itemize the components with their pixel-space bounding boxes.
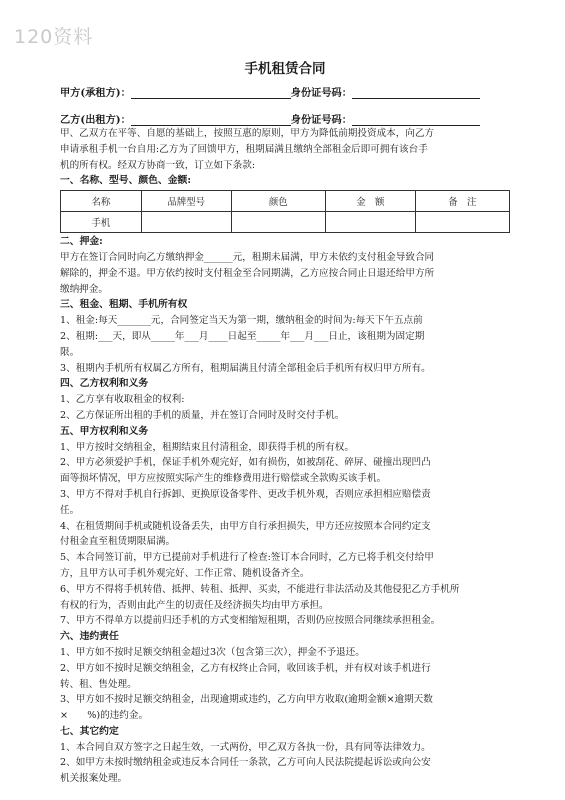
table-row [61, 212, 510, 233]
clause-line: 机关报案处理。 [60, 773, 128, 785]
clause-line: 方，且甲方认可手机外观完好、工作正常、随机设备齐全。 [60, 567, 310, 579]
table-header-cell: 颜色 [231, 191, 325, 212]
clause-line: × %)的违约金。 [60, 710, 149, 722]
clause-line: 3、甲方不得对手机自行拆卸、更换原设备零件、更改手机外观，否则应承担相应赔偿责 [60, 488, 431, 500]
section3-heading: 三、租金、租期、手机所有权 [60, 299, 188, 311]
clause-line: 任。 [60, 504, 80, 516]
section1-heading: 一、名称、型号、颜色、金额: [60, 175, 191, 187]
table-cell[interactable] [325, 212, 415, 233]
clause-line: 5、本合同签订前，甲方已提前对手机进行了检查:签订本合同时，乙方已将手机交付给甲 [60, 552, 434, 564]
party-b-label: 乙方(出租方)： [60, 114, 131, 126]
item-table [60, 190, 510, 233]
party-a-id-label: 身份证号码： [290, 87, 352, 99]
clause-line: 2、乙方保证所出租的手机的质量，并在签订合同时及时交付手机。 [60, 409, 345, 421]
clause-line: 6、甲方不得将手机转借、抵押、转租、抵押、买卖，不能进行非法活动及其他侵犯乙方手机所 [60, 583, 460, 595]
section5-heading: 五、甲方权利和义务 [60, 425, 149, 437]
clause-line: 限。 [60, 346, 80, 358]
table-cell[interactable] [141, 212, 231, 233]
intro-line: 申请承租手机一台自用:乙方为了回馈甲方，租期届满且缴纳全部租金后即可拥有该台手 [60, 143, 428, 155]
party-a-name-field[interactable] [131, 87, 291, 99]
table-header-row [61, 191, 510, 212]
intro-paragraph [60, 126, 510, 173]
clause-line: 2、如甲方未按时缴纳租金或违反本合同任一条款，乙方可向人民法院提起诉讼或向公安 [60, 757, 431, 769]
section2-heading: 二、押金: [60, 236, 103, 248]
intro-line: 甲、乙双方在平等、自愿的基础上，按照互惠的原则，甲方为降低前期投资成本，向乙方 [60, 128, 435, 139]
table-header-cell: 名称 [61, 191, 142, 212]
document-title: 手机租赁合同 [244, 61, 326, 77]
watermark: 120资料 [14, 26, 94, 48]
section7-heading: 七、其它约定 [60, 725, 119, 737]
clause-line: 3、租期内手机所有权属乙方所有，租期届满且付清全部租金后手机所有权归甲方所有。 [60, 362, 431, 374]
party-a-id-field[interactable] [352, 87, 480, 99]
section6-heading: 六、违约责任 [60, 631, 119, 643]
clause-line: 1、甲方如不按时足额交纳租金超过3次（包含第三次），押金不予退还。 [60, 646, 365, 658]
party-a-label: 甲方(承租方)： [60, 87, 131, 99]
table-cell[interactable] [231, 212, 325, 233]
party-b-id-field[interactable] [352, 114, 480, 126]
clause-line: 付租金直至租赁期限届满。 [60, 536, 176, 548]
clause-line: 1、乙方享有收取租金的权利: [60, 394, 185, 406]
party-a-line [60, 85, 510, 99]
table-cell[interactable] [415, 212, 509, 233]
clause-line: 7、甲方不得单方以提前归还手机的方式变相缩短租期，否则仍应按照合同继续承担租金。 [60, 615, 441, 627]
contract-page [60, 57, 510, 787]
table-cell: 手机 [61, 212, 142, 233]
clause-line: 有权的行为，否则由此产生的切责任及经济损失均由甲方承担。 [60, 599, 329, 611]
party-b-id-label: 身份证号码： [290, 114, 352, 126]
clause-line: 缴纳押金。 [60, 283, 108, 295]
clause-line: 3、甲方如不按时足额交纳租金，出现逾期或违约，乙方向甲方收取(逾期金额×逾期天数 [60, 694, 433, 706]
clause-line: 甲方在签订合同时向乙方缴纳押金______元，租期未届满，甲方未依约支付租金导致合同 [60, 251, 435, 263]
table-header-cell: 金 额 [325, 191, 415, 212]
clause-line: 2、甲方如不按时足额交纳租金，乙方有权终止合同，收回该手机，并有权对该手机进行 [60, 662, 431, 674]
table-header-cell: 备 注 [415, 191, 509, 212]
party-b-line [60, 112, 510, 126]
party-b-name-field[interactable] [131, 114, 291, 126]
clause-line: 4、在租赁期间手机或随机设备丢失，由甲方自行承担损失，甲方还应按照本合同约定支 [60, 520, 431, 532]
clause-line: 1、租金:每天_______元，合同签定当天为第一期，缴纳租金的时间为:每天下午五点前 [60, 315, 423, 327]
clause-line: 面等损坏情况，甲方应按照实际产生的维修费用进行赔偿或全款购买该手机。 [60, 473, 387, 485]
clause-line: 解除的，押金不退。甲方依约按时支付租金至合同期满，乙方应按合同止日退还给甲方所 [60, 267, 435, 279]
clause-line: 1、本合同自双方签字之日起生效，一式两份，甲乙双方各执一份，具有同等法律效力。 [60, 741, 431, 753]
clause-line: 2、租期:___天，即从_____年___月____日起至_____年___月___日止，该租期为固定期 [60, 330, 425, 342]
intro-line: 机的所有权。经双方协商一致，订立如下条款: [60, 159, 256, 171]
clause-line: 2、甲方必须爱护手机，保证手机外观完好，如有损伤，如被刮花、碎屏、碰撞出现凹凸 [60, 457, 431, 469]
section4-heading: 四、乙方权利和义务 [60, 378, 149, 390]
clause-line: 1、甲方按时交纳租金，租期结束且付清租金，即获得手机的所有权。 [60, 441, 354, 453]
table-header-cell: 品牌型号 [141, 191, 231, 212]
clause-line: 转、租、售处理。 [60, 678, 137, 690]
